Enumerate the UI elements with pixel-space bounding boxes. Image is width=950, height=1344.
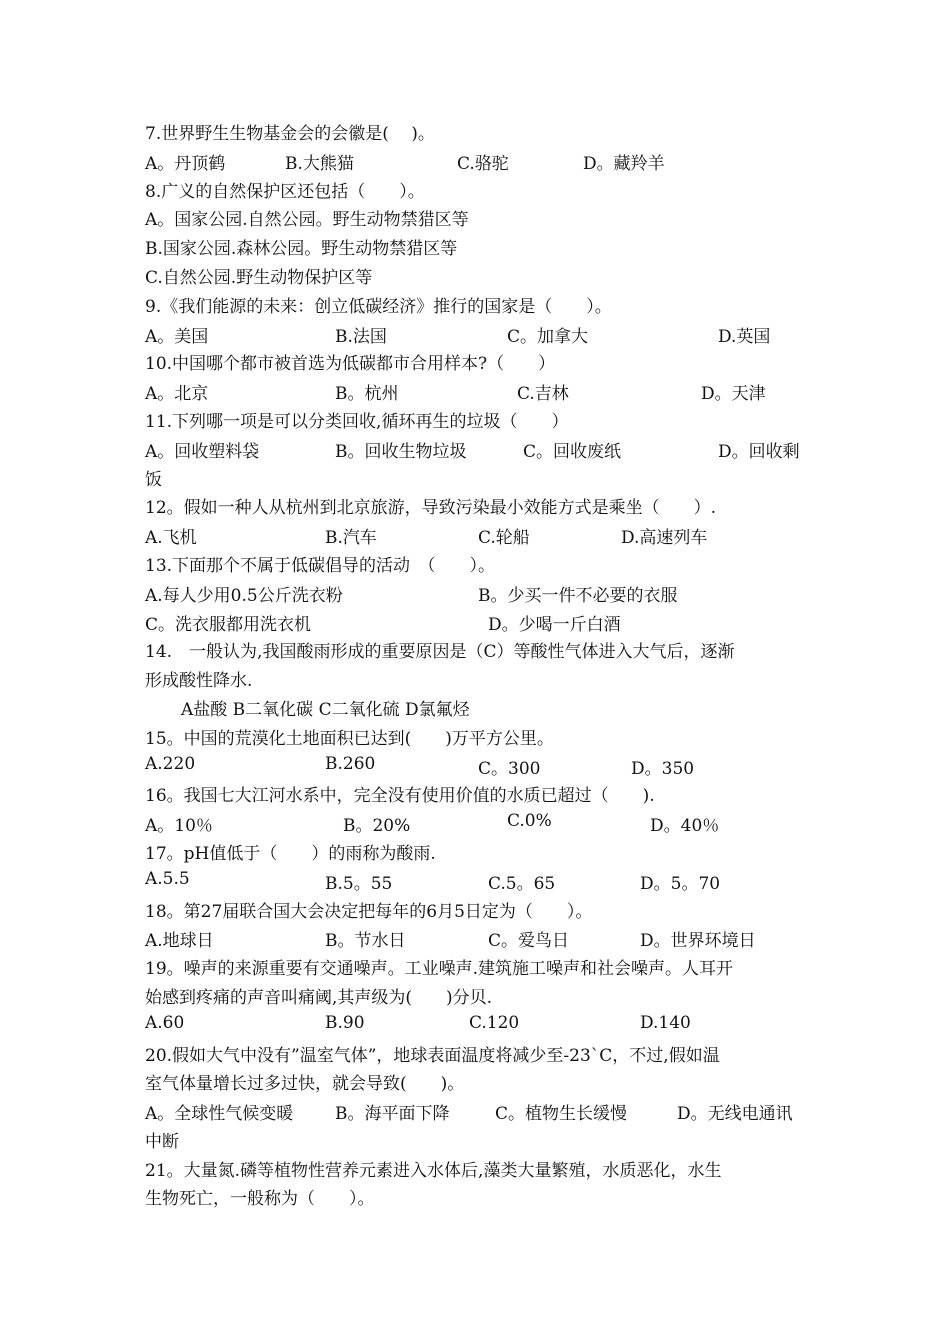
- option-c: C.5。65: [488, 873, 556, 894]
- question-13: 13.下面那个不属于低碳倡导的活动 （ ）。: [145, 555, 496, 576]
- option-d: D。世界环境日: [640, 931, 756, 952]
- question-18-options: [145, 926, 810, 955]
- question-10: 10.中国哪个都市被首选为低碳都市合用样本?（ ）: [145, 354, 556, 375]
- option-b: B.法国: [335, 326, 387, 347]
- question-21: 21。大量氮.磷等植物性营养元素进入水体后,藻类大量繁殖，水质恶化，水生: [145, 1160, 722, 1181]
- question-10-options: [145, 379, 810, 408]
- option-a: A.每人少用0.5公斤洗衣粉: [145, 585, 343, 606]
- option-a: A.220: [145, 753, 196, 774]
- option-c: C.吉林: [517, 384, 569, 405]
- question-15: 15。中国的荒漠化土地面积已达到( )万平方公里。: [145, 728, 554, 749]
- option-c: C.骆驼: [457, 153, 509, 174]
- option-d: D.140: [640, 1012, 691, 1033]
- question-17-options: [145, 869, 810, 898]
- option-b: B.5。55: [325, 873, 393, 894]
- option-d: D。无线电通讯: [677, 1104, 793, 1125]
- option-b: B.大熊猫: [285, 153, 354, 174]
- option-a: A。回收塑料袋: [145, 441, 260, 462]
- question-20-continued: 室气体量增长过多过快，就会导致( )。: [145, 1074, 465, 1095]
- question-19-options: [145, 1013, 810, 1042]
- option-d: D.高速列车: [621, 528, 708, 549]
- question-19: 19。噪声的来源重要有交通噪声。工业噪声.建筑施工噪声和社会噪声。人耳开: [145, 959, 734, 980]
- question-14-options: A盐酸 B二氧化碳 C二氧化硫 D氯氟烃: [181, 699, 470, 720]
- question-21-continued: 生物死亡，一般称为（ ）。: [145, 1189, 375, 1210]
- question-16-options: [145, 811, 810, 840]
- option-b: B。20%: [343, 816, 411, 837]
- question-14-continued: 形成酸性降水.: [145, 671, 253, 692]
- option-c: C。洗衣服都用洗衣机: [145, 614, 312, 635]
- option-b: B.汽车: [325, 528, 377, 549]
- option-b: B.90: [325, 1012, 365, 1033]
- option-b: B。海平面下降: [335, 1104, 450, 1125]
- question-13-options-row-2: [145, 610, 810, 639]
- option-a: A。美国: [145, 326, 209, 347]
- option-d: D。5。70: [640, 873, 721, 894]
- question-7-options: [145, 149, 810, 178]
- option-d: D。藏羚羊: [583, 153, 665, 174]
- option-d: D.英国: [718, 326, 771, 347]
- question-9-options: [145, 322, 810, 351]
- option-c: C。植物生长缓慢: [495, 1104, 628, 1125]
- question-9: 9.《我们能源的未来：创立低碳经济》推行的国家是（ ）。: [145, 296, 612, 317]
- option-a: A.飞机: [145, 528, 197, 549]
- question-17: 17。pH值低于（ ）的雨称为酸雨.: [145, 843, 436, 864]
- question-18: 18。第27届联合国大会决定把每年的6月5日定为（ ）。: [145, 901, 593, 922]
- option-d: D。40％: [650, 816, 720, 837]
- question-8-option-c: C.自然公园.野生动物保护区等: [145, 267, 373, 288]
- question-7: 7.世界野生生物基金会的会徽是( )。: [145, 124, 435, 144]
- option-a: A。10％: [145, 816, 213, 837]
- question-20-option-d-continued: 中断: [145, 1131, 179, 1152]
- question-16: 16。我国七大江河水系中，完全没有使用价值的水质已超过（ ).: [145, 786, 655, 807]
- option-a: A.地球日: [145, 931, 214, 952]
- option-c: C。爱鸟日: [488, 931, 570, 952]
- question-20-options: [145, 1099, 810, 1128]
- option-b: B。杭州: [335, 384, 399, 405]
- question-14: 14. 一般认为,我国酸雨形成的重要原因是（C）等酸性气体进入大气后，逐渐: [145, 642, 735, 663]
- question-11: 11.下列哪一项是可以分类回收,循环再生的垃圾（ ）: [145, 411, 569, 432]
- option-c: C。回收废纸: [523, 441, 622, 462]
- option-a: A。北京: [145, 384, 209, 405]
- option-c: C。300: [478, 758, 541, 779]
- question-13-options-row-1: [145, 581, 810, 610]
- question-11-option-d-continued: 饭: [145, 469, 162, 490]
- option-b: B。节水日: [325, 931, 406, 952]
- option-d: D。天津: [701, 384, 766, 405]
- option-a: A.5.5: [145, 868, 190, 889]
- question-8-option-a: A。国家公园.自然公园。野生动物禁猎区等: [145, 210, 469, 231]
- option-c: C。加拿大: [507, 326, 589, 347]
- question-12-options: [145, 523, 810, 552]
- question-20: 20.假如大气中没有”温室气体”，地球表面温度将减少至-23`C，不过,假如温: [145, 1045, 720, 1066]
- question-8: 8.广义的自然保护区还包括（ ）。: [145, 181, 425, 202]
- option-a: A。丹顶鹤: [145, 153, 226, 174]
- option-b: B。回收生物垃圾: [335, 441, 467, 462]
- option-b: B。少买一件不必要的衣服: [478, 585, 678, 606]
- question-15-options: [145, 754, 810, 783]
- option-d: D。少喝一斤白酒: [488, 614, 621, 635]
- question-12: 12。假如一种人从杭州到北京旅游，导致污染最小效能方式是乘坐（ ）.: [145, 498, 717, 519]
- option-a: A。全球性气候变暖: [145, 1104, 294, 1125]
- question-list: [145, 120, 810, 1214]
- option-c: C.轮船: [478, 528, 530, 549]
- question-8-option-b: B.国家公园.森林公园。野生动物禁猎区等: [145, 239, 458, 260]
- option-d: D。回收剩: [718, 441, 800, 462]
- option-a: A.60: [145, 1012, 185, 1033]
- question-11-options: [145, 437, 810, 466]
- option-c: C.120: [469, 1012, 520, 1033]
- option-b: B.260: [325, 753, 376, 774]
- question-19-continued: 始感到疼痛的声音叫痛阈,其声级为( )分贝.: [145, 987, 493, 1008]
- option-d: D。350: [631, 758, 695, 779]
- option-c: C.0%: [507, 811, 552, 832]
